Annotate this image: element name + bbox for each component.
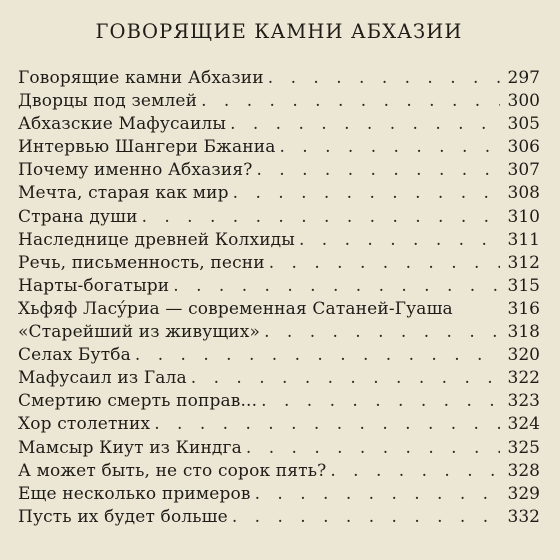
dot-leader bbox=[191, 367, 500, 390]
dot-leader bbox=[201, 90, 500, 113]
table-of-contents bbox=[18, 67, 540, 529]
toc-entry bbox=[18, 252, 540, 275]
toc-entry bbox=[18, 344, 540, 367]
toc-entry-title: Еще несколько примеров bbox=[18, 483, 251, 504]
toc-entry-page-number: 311 bbox=[507, 229, 540, 250]
toc-entry bbox=[18, 182, 540, 205]
toc-entry-page-number: 324 bbox=[507, 414, 540, 435]
toc-entry-title: Речь, письменность, песни bbox=[18, 252, 265, 273]
toc-entry-page-number: 328 bbox=[507, 460, 540, 481]
toc-entry bbox=[18, 506, 540, 529]
toc-entry-page-number: 308 bbox=[507, 183, 540, 204]
toc-entry-page-number: 318 bbox=[507, 322, 540, 343]
dot-leader bbox=[330, 460, 500, 483]
toc-entry-title: Нарты-богатыри bbox=[18, 275, 170, 296]
toc-entry-title: Почему именно Абхазия? bbox=[18, 160, 253, 181]
dot-leader bbox=[233, 182, 500, 205]
toc-entry-title: Мафусаил из Гала bbox=[18, 368, 187, 389]
toc-entry bbox=[18, 136, 540, 159]
dot-leader bbox=[154, 413, 500, 436]
toc-entry-page-number: 322 bbox=[507, 368, 540, 389]
dot-leader bbox=[173, 275, 500, 298]
toc-entry-page-number: 329 bbox=[507, 483, 540, 504]
toc-entry-title: Хор столетних bbox=[18, 414, 151, 435]
dot-leader bbox=[255, 483, 500, 506]
toc-entry-page-number: 307 bbox=[507, 160, 540, 181]
toc-entry-title: Смертию смерть поправ... bbox=[18, 391, 258, 412]
dot-leader bbox=[256, 159, 500, 182]
dot-leader bbox=[269, 252, 500, 275]
toc-entry bbox=[18, 483, 540, 506]
toc-entry-page-number: 320 bbox=[507, 345, 540, 366]
dot-leader bbox=[135, 344, 500, 367]
toc-entry-title: Селах Бутба bbox=[18, 345, 131, 366]
toc-entry-title: Дворцы под землей bbox=[18, 91, 198, 112]
toc-entry-title: Мамсыр Киут из Киндга bbox=[18, 437, 242, 458]
toc-entry bbox=[18, 413, 540, 436]
toc-entry-page-number: 325 bbox=[507, 437, 540, 458]
toc-entry bbox=[18, 206, 540, 229]
toc-entry-title: «Старейший из живущих» bbox=[18, 322, 261, 343]
dot-leader bbox=[246, 437, 500, 460]
dot-leader bbox=[230, 113, 500, 136]
toc-entry bbox=[18, 390, 540, 413]
dot-leader bbox=[280, 136, 501, 159]
toc-entry bbox=[18, 113, 540, 136]
toc-entry bbox=[18, 275, 540, 298]
toc-entry-page-number: 323 bbox=[507, 391, 540, 412]
dot-leader bbox=[232, 506, 500, 529]
toc-entry bbox=[18, 460, 540, 483]
dot-leader bbox=[299, 229, 500, 252]
toc-entry-page-number: 297 bbox=[507, 68, 540, 88]
dot-leader bbox=[142, 206, 500, 229]
toc-entry-page-number: 332 bbox=[507, 506, 540, 527]
toc-entry-title: Абхазские Мафусаилы bbox=[18, 114, 227, 135]
toc-entry bbox=[18, 321, 540, 344]
dot-leader bbox=[264, 321, 500, 344]
toc-entry bbox=[18, 229, 540, 252]
toc-entry-page-number: 310 bbox=[507, 206, 540, 227]
toc-entry-title: Мечта, старая как мир bbox=[18, 183, 229, 204]
toc-entry-page-number: 306 bbox=[507, 137, 540, 158]
toc-entry-page-number: 305 bbox=[507, 114, 540, 135]
toc-entry-page-number: 316 bbox=[507, 298, 540, 319]
toc-entry bbox=[18, 367, 540, 390]
toc-entry-title: Говорящие камни Абхазии bbox=[18, 68, 264, 88]
section-title: ГОВОРЯЩИЕ КАМНИ АБХАЗИИ bbox=[95, 20, 463, 43]
toc-entry-title: Интервью Шангери Бжаниа bbox=[18, 137, 276, 158]
toc-entry bbox=[18, 159, 540, 182]
toc-entry-page-number: 315 bbox=[507, 275, 540, 296]
toc-entry-title: Пусть их будет больше bbox=[18, 506, 228, 527]
toc-entry bbox=[18, 90, 540, 113]
toc-entry bbox=[18, 298, 540, 321]
toc-entry-title: Наследнице древней Колхиды bbox=[18, 229, 295, 250]
dot-leader bbox=[261, 390, 500, 413]
toc-entry bbox=[18, 437, 540, 460]
toc-entry-page-number: 300 bbox=[507, 91, 540, 112]
dot-leader bbox=[268, 67, 500, 90]
toc-entry-title: А может быть, не сто сорок пять? bbox=[18, 460, 327, 481]
toc-entry-page-number: 312 bbox=[507, 252, 540, 273]
toc-entry-title: Хьфяф Ласýриа — современная Сатаней-Гуаша bbox=[18, 298, 453, 319]
toc-entry-title: Страна души bbox=[18, 206, 138, 227]
toc-entry bbox=[18, 67, 540, 90]
